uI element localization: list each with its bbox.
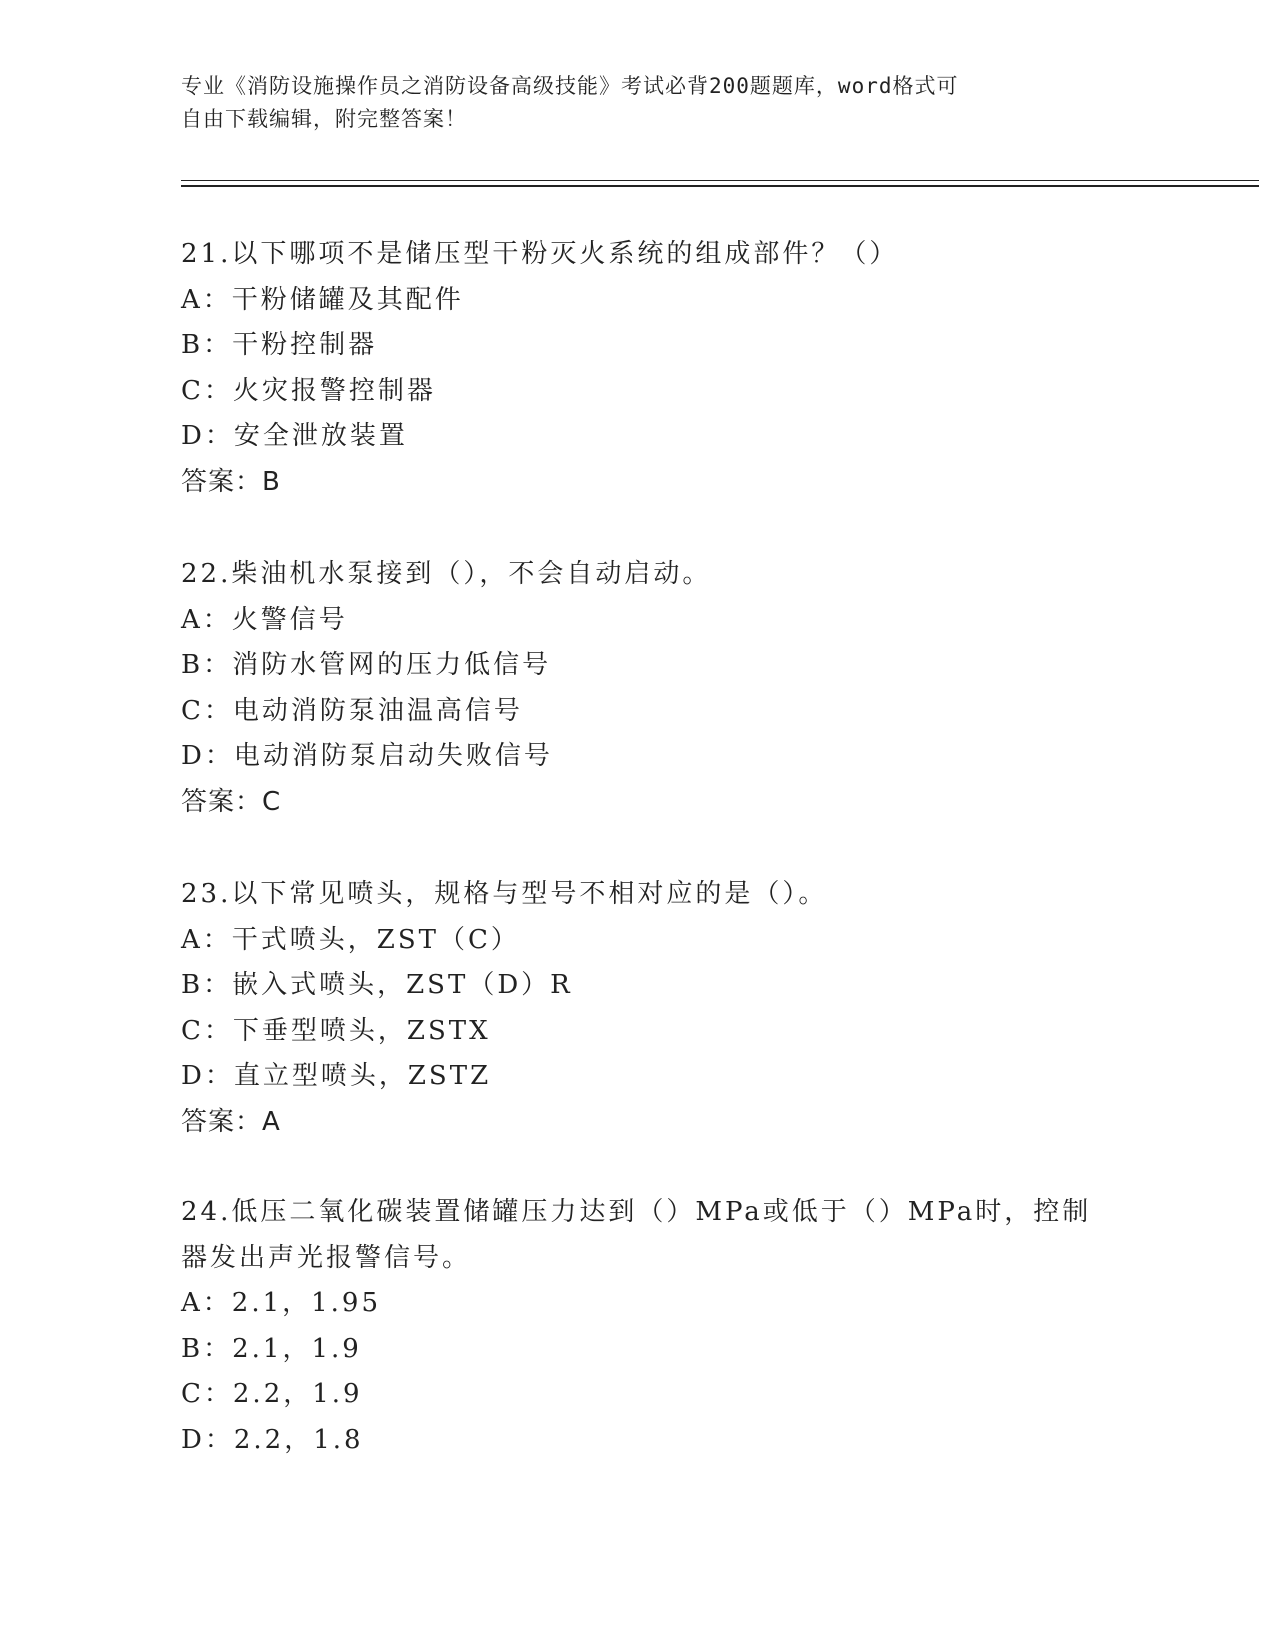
option-d: D：电动消防泵启动失败信号 (181, 741, 553, 771)
option-d: D：安全泄放装置 (181, 421, 408, 451)
question-stem: 23.以下常见喷头，规格与型号不相对应的是（）。 (181, 879, 828, 909)
answer-line: 答案：A (181, 1106, 281, 1137)
option-a: A：干粉储罐及其配件 (181, 284, 464, 315)
option-d: D：2.2，1.8 (181, 1424, 364, 1455)
document-header (181, 70, 1061, 136)
header-divider-thin (181, 180, 1259, 181)
option-c: C：火灾报警控制器 (181, 375, 436, 406)
option-a: A：干式喷头，ZST（C） (181, 924, 520, 955)
option-c: C：下垂型喷头，ZSTX (181, 1015, 491, 1046)
question-stem-line-2: 器发出声光报警信号。 (181, 1242, 472, 1273)
option-b: B：嵌入式喷头，ZST（D）R (181, 970, 573, 1000)
question-21 (181, 232, 1081, 505)
question-stem: 22.柴油机水泵接到（），不会自动启动。 (181, 559, 712, 589)
question-23 (181, 872, 1081, 1145)
question-24 (181, 1190, 1092, 1463)
option-c: C：2.2，1.9 (181, 1379, 363, 1409)
question-stem-line-1: 24.低压二氧化碳装置储罐压力达到（）MPa或低于（）MPa时，控制 (181, 1197, 1092, 1227)
header-divider-thick (181, 185, 1259, 187)
option-b: B：2.1，1.9 (181, 1333, 362, 1364)
option-d: D：直立型喷头，ZSTZ (181, 1061, 492, 1091)
answer-line: 答案：B (181, 466, 281, 497)
question-22 (181, 552, 1081, 825)
header-line-2: 自由下载编辑，附完整答案！ (181, 107, 467, 131)
option-a: A：2.1，1.95 (181, 1288, 382, 1318)
question-stem: 21.以下哪项不是储压型干粉灭火系统的组成部件？（） (181, 239, 899, 269)
header-line-1: 专业《消防设施操作员之消防设备高级技能》考试必背200题题库，word格式可 (181, 74, 959, 98)
option-a: A：火警信号 (181, 604, 348, 635)
option-b: B：消防水管网的压力低信号 (181, 650, 552, 680)
option-b: B：干粉控制器 (181, 330, 378, 360)
option-c: C：电动消防泵油温高信号 (181, 695, 523, 726)
answer-line: 答案：C (181, 786, 282, 817)
